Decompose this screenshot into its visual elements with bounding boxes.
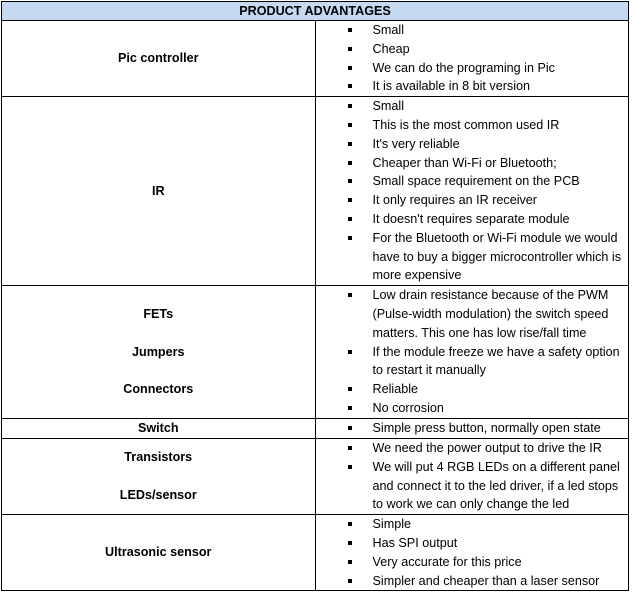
component-cell [2, 419, 316, 439]
table-row [2, 286, 629, 419]
advantage-item: Small [316, 97, 629, 116]
component-cell [2, 286, 316, 419]
component-cell [2, 97, 316, 286]
component-name: Ultrasonic sensor [105, 545, 212, 560]
advantage-item: If the module freeze we have a safety option to restart it manually [316, 343, 629, 381]
advantage-item: Very accurate for this price [316, 553, 629, 572]
advantage-item: It doesn't requires separate module [316, 210, 629, 229]
component-name: Pic controller [118, 51, 199, 66]
advantage-item: It's very reliable [316, 135, 629, 154]
advantage-item: Small [316, 21, 629, 40]
advantages-list [316, 21, 629, 96]
advantages-cell [315, 515, 629, 591]
advantage-item: Reliable [316, 380, 629, 399]
advantage-item: Has SPI output [316, 534, 629, 553]
table-row [2, 419, 629, 439]
advantages-cell [315, 286, 629, 419]
product-advantages-table [1, 1, 629, 591]
advantage-item: Low drain resistance because of the PWM (Pulse-width modulation) the switch speed matters. This one has low rise/fall time [316, 286, 629, 342]
advantage-item: We can do the programing in Pic [316, 59, 629, 78]
table-row [2, 21, 629, 97]
component-name: Switch [137, 421, 179, 436]
advantages-list [316, 515, 629, 590]
component-cell [2, 21, 316, 97]
table-row [2, 438, 629, 514]
advantages-cell [315, 97, 629, 286]
table-title: PRODUCT ADVANTAGES [2, 2, 629, 21]
advantage-item: This is the most common used IR [316, 116, 629, 135]
component-name: Jumpers [132, 344, 185, 359]
advantage-item: Simple [316, 515, 629, 534]
header-row [2, 2, 629, 21]
component-name: FETs [143, 307, 174, 322]
advantages-list [316, 439, 629, 514]
advantage-item: Cheaper than Wi-Fi or Bluetooth; [316, 154, 629, 173]
component-cell [2, 515, 316, 591]
advantage-item: Small space requirement on the PCB [316, 172, 629, 191]
advantage-item: It is available in 8 bit version [316, 77, 629, 96]
advantage-item: We will put 4 RGB LEDs on a different panel and connect it to the led driver, if a led stops to work we can only change the led [316, 458, 629, 514]
advantage-item: We need the power output to drive the IR [316, 439, 629, 458]
table-row [2, 97, 629, 286]
advantage-item: Simple press button, normally open state [316, 419, 629, 438]
advantages-list [316, 419, 629, 438]
component-cell [2, 438, 316, 514]
advantage-item: For the Bluetooth or Wi-Fi module we would have to buy a bigger microcontroller which is more expensive [316, 229, 629, 285]
advantages-cell [315, 438, 629, 514]
component-name: LEDs/sensor [119, 487, 197, 502]
advantages-cell [315, 21, 629, 97]
advantages-list [316, 286, 629, 418]
component-name: Connectors [123, 382, 194, 397]
advantages-cell [315, 419, 629, 439]
table-row [2, 515, 629, 591]
advantages-list [316, 97, 629, 285]
advantage-item: No corrosion [316, 399, 629, 418]
advantage-item: It only requires an IR receiver [316, 191, 629, 210]
component-name: Transistors [124, 450, 193, 465]
advantage-item: Cheap [316, 40, 629, 59]
advantage-item: Simpler and cheaper than a laser sensor [316, 572, 629, 591]
component-name: IR [151, 183, 165, 198]
